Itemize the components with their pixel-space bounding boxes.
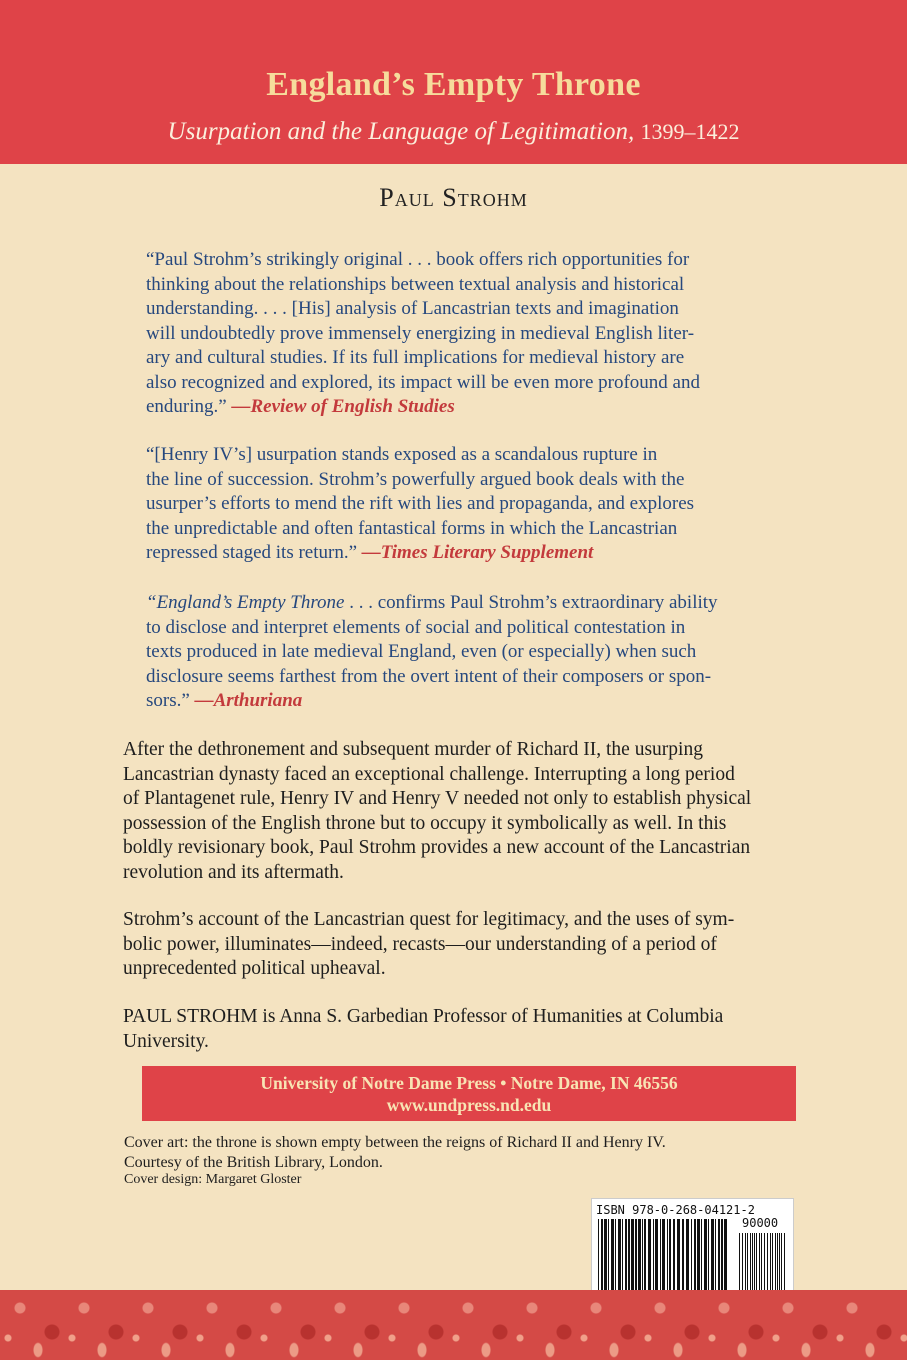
- barcode-bar: [618, 1219, 621, 1293]
- barcode-bar: [642, 1219, 643, 1293]
- quote-line: to disclose and interpret elements of social and political contestation in: [146, 616, 686, 638]
- barcode-bar: [767, 1233, 768, 1293]
- quote-line: the line of succession. Strohm’s powerfully argued book deals with the: [146, 468, 685, 490]
- isbn-text: ISBN 978-0-268-04121-2: [596, 1203, 755, 1217]
- quote-text: sors.”: [146, 690, 190, 711]
- barcode-bar: [701, 1219, 702, 1293]
- barcode-bar: [635, 1219, 637, 1293]
- subtitle-text: Usurpation and the Language of Legitimation,: [167, 118, 635, 145]
- barcode-bar: [608, 1219, 609, 1293]
- text-line: PAUL STROHM is Anna S. Garbedian Professor of Humanities at Columbia: [123, 1006, 724, 1027]
- review-quote-2: [146, 443, 768, 566]
- text-line: possession of the English throne but to occupy it symbolically as well. In this: [123, 812, 727, 834]
- author-name: Paul Strohm: [379, 183, 528, 212]
- barcode-bar: [721, 1219, 723, 1293]
- barcode-bar: [611, 1219, 614, 1293]
- subtitle-years: 1399–1422: [640, 119, 740, 144]
- barcode-bar: [772, 1233, 773, 1293]
- price-code-bars: [739, 1233, 785, 1293]
- quote-source: —Review of English Studies: [231, 396, 455, 417]
- credit-line: Cover art: the throne is shown empty between the reigns of Richard II and Henry IV.: [124, 1134, 666, 1151]
- barcode-bar: [745, 1233, 746, 1293]
- quote-source: —Times Literary Supplement: [361, 542, 594, 563]
- quote-text: repressed staged its return.”: [146, 542, 358, 563]
- publisher-address: University of Notre Dame Press • Notre Dame, IN 46556: [260, 1073, 678, 1093]
- barcode-bar: [686, 1219, 689, 1293]
- barcode-bar: [711, 1219, 714, 1293]
- barcode-bar: [655, 1219, 658, 1293]
- quote-line: thinking about the relationships between textual analysis and historical: [146, 273, 685, 295]
- barcode-bar: [752, 1233, 753, 1293]
- barcode-bar: [704, 1219, 707, 1293]
- barcode-bar: [754, 1233, 755, 1293]
- barcode-bar: [677, 1219, 680, 1293]
- decorative-footer-border: [0, 1290, 907, 1360]
- quote-line-last: [146, 689, 768, 714]
- barcode-bar: [715, 1219, 716, 1293]
- quote-book-title: “England’s Empty Throne: [146, 592, 345, 613]
- text-line: of Plantagenet rule, Henry IV and Henry V needed not only to establish physical: [123, 788, 752, 809]
- barcode-bar: [601, 1219, 603, 1293]
- barcode-bar: [598, 1219, 599, 1293]
- text-line: boldly revisionary book, Paul Strohm provides a new account of the Lancastrian: [123, 837, 751, 858]
- text-line: University.: [123, 1030, 209, 1052]
- quote-line: will undoubtedly prove immensely energizing in medieval English liter-: [146, 322, 695, 344]
- publisher-banner: [142, 1066, 796, 1121]
- quote-line: the unpredictable and often fantastical forms in which the Lancastrian: [146, 517, 678, 539]
- text-line: unprecedented political upheaval.: [123, 958, 386, 979]
- quote-line: usurper’s efforts to mend the rift with lies and propaganda, and explores: [146, 493, 695, 514]
- quote-line: “Paul Strohm’s strikingly original . . . book offers rich opportunities for: [146, 249, 690, 270]
- barcode-bar: [708, 1219, 709, 1293]
- review-quote-1: [146, 248, 768, 420]
- credit-line: Courtesy of the British Library, London.: [124, 1154, 383, 1171]
- barcode-bar: [622, 1219, 623, 1293]
- cover-design-credit: Cover design: Margaret Gloster: [124, 1172, 302, 1187]
- barcode-bar: [718, 1219, 720, 1293]
- quote-line: “[Henry IV’s] usurpation stands exposed as a scandalous rupture in: [146, 444, 658, 465]
- publisher-website: www.undpress.nd.edu: [386, 1095, 552, 1115]
- barcode-bar: [669, 1219, 671, 1293]
- quote-line: texts produced in late medieval England, even (or especially) when such: [146, 641, 697, 662]
- barcode-bar: [775, 1233, 776, 1293]
- barcode-bar: [660, 1219, 661, 1293]
- barcode-bar: [759, 1233, 760, 1293]
- barcode-bar: [747, 1233, 748, 1293]
- barcode-bar: [631, 1219, 634, 1293]
- barcode-bars: [598, 1219, 727, 1293]
- title-banner: [0, 0, 907, 164]
- barcode-bar: [615, 1219, 616, 1293]
- barcode-bar: [625, 1219, 627, 1293]
- barcode-bar: [739, 1233, 740, 1293]
- text-line: revolution and its aftermath.: [123, 861, 344, 883]
- barcode-bar: [694, 1219, 696, 1293]
- barcode-bar: [724, 1219, 727, 1293]
- barcode-bar: [662, 1219, 665, 1293]
- quote-line-last: [146, 541, 768, 566]
- barcode-bar: [644, 1219, 646, 1293]
- barcode-bar: [628, 1219, 630, 1293]
- description-paragraph-1: [123, 738, 785, 885]
- barcode-bar: [756, 1233, 757, 1293]
- quote-text: . . . confirms Paul Strohm’s extraordinary ability: [344, 592, 718, 613]
- barcode-bar: [761, 1233, 762, 1293]
- quote-line-last: [146, 395, 768, 420]
- barcode-bar: [648, 1219, 651, 1293]
- review-quote-3: [146, 591, 768, 714]
- book-title: England’s Empty Throne: [266, 66, 641, 103]
- text-line: Lancastrian dynasty faced an exceptional challenge. Interrupting a long period: [123, 763, 735, 785]
- barcode-bar: [779, 1233, 780, 1293]
- barcode-bar: [667, 1219, 668, 1293]
- barcode-bar: [604, 1219, 607, 1293]
- quote-line: disclosure seems farthest from the overt intent of their composers or spon-: [146, 665, 712, 687]
- quote-line: ary and cultural studies. If its full implications for medieval history are: [146, 347, 685, 368]
- quote-line-first: [146, 591, 768, 616]
- barcode-bar: [764, 1233, 765, 1293]
- barcode-bar: [638, 1219, 641, 1293]
- price-code-text: 90000: [742, 1216, 779, 1230]
- book-subtitle: [0, 118, 907, 146]
- quote-source: —Arthuriana: [194, 690, 303, 711]
- text-line: Strohm’s account of the Lancastrian quest for legitimacy, and the uses of sym-: [123, 909, 735, 930]
- description-paragraph-2: [123, 908, 785, 982]
- barcode-bar: [750, 1233, 751, 1293]
- text-line: After the dethronement and subsequent murder of Richard II, the usurping: [123, 739, 703, 760]
- barcode-bar: [673, 1219, 675, 1293]
- barcode-bar: [682, 1219, 684, 1293]
- cover-art-credit: [124, 1133, 804, 1173]
- quote-line: understanding. . . . [His] analysis of Lancastrian texts and imagination: [146, 298, 679, 319]
- barcode-bar: [784, 1233, 785, 1293]
- barcode-bar: [770, 1233, 771, 1293]
- text-line: bolic power, illuminates—indeed, recasts—our understanding of a period of: [123, 933, 717, 955]
- barcode-bar: [777, 1233, 778, 1293]
- barcode-bar: [742, 1233, 743, 1293]
- barcode-bar: [781, 1233, 782, 1293]
- quote-line: also recognized and explored, its impact will be even more profound and: [146, 371, 700, 393]
- barcode-bar: [653, 1219, 654, 1293]
- quote-text: enduring.”: [146, 396, 227, 417]
- author-bio: [123, 1005, 785, 1054]
- barcode-bar: [691, 1219, 692, 1293]
- barcode-bar: [697, 1219, 700, 1293]
